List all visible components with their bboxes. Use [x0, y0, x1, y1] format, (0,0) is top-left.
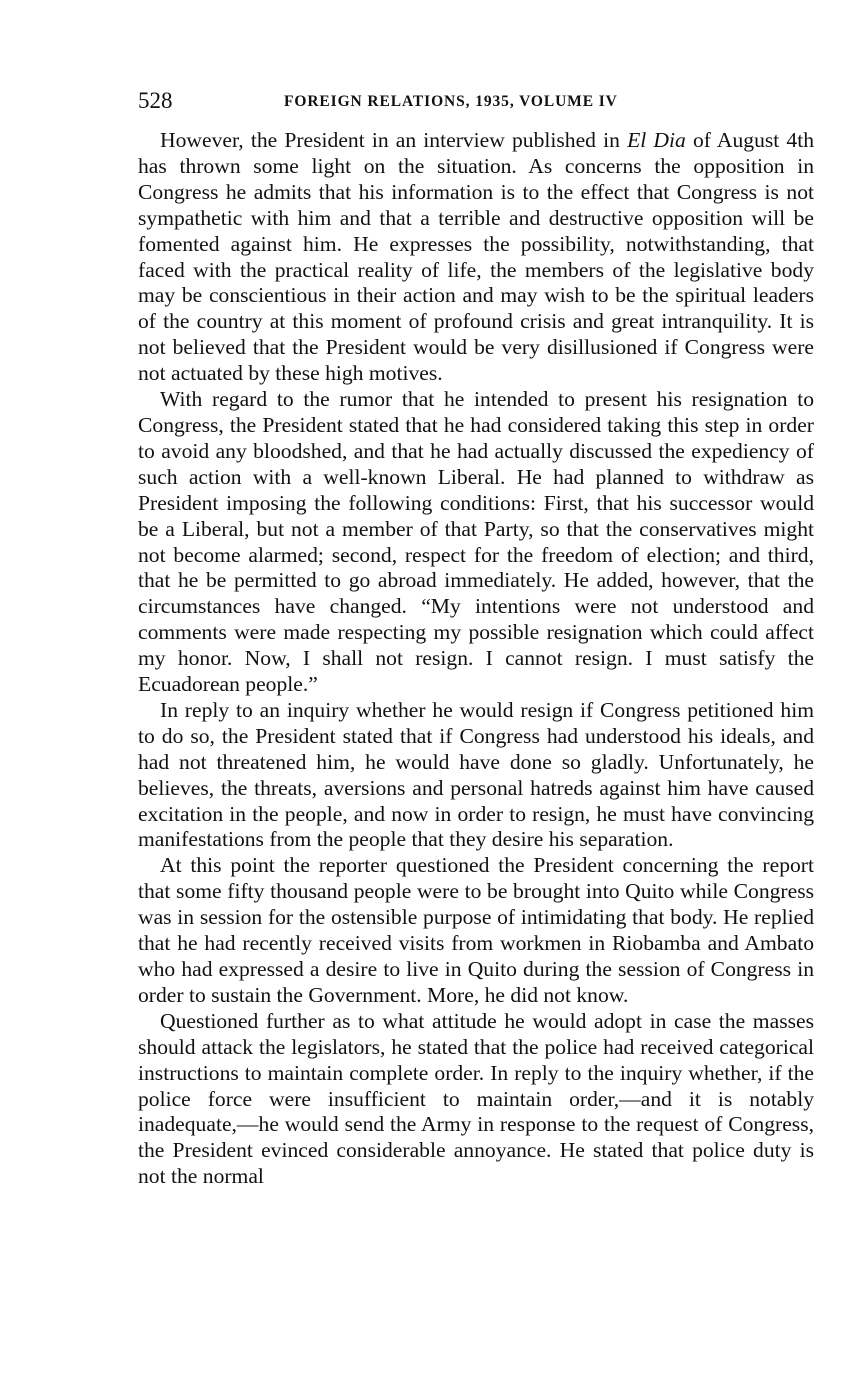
paragraph-4: At this point the reporter questioned the President concerning the report that some fifty thousand people were to be brought into Quito while Congress was in session for the ostensible purpose of intimidating that body. He replied that he had recently received visits from workmen in Riobamba and Ambato who had expressed a desire to live in Quito during the session of Congress in order to sustain the Government. More, he did not know.: [138, 853, 814, 1007]
paragraph-1-lead: However, the President in an interview published in: [160, 128, 628, 152]
newspaper-title: El Dia: [627, 128, 686, 152]
running-head: [138, 86, 814, 116]
paragraph-3: In reply to an inquiry whether he would resign if Congress petitioned him to do so, the President stated that if Congress had understood his ideals, and had not threatened him, he would have done so gladly. Unfortunately, he believes, the threats, aversions and personal hatreds against him have caused excitation in the people, and now in order to resign, he must have convincing manifestations from the people that they desire his separation.: [138, 697, 814, 852]
paragraph-1-rest: of August 4th has thrown some light on the situation. As concerns the opposition in Congress he admits that his information is to the effect that Congress is not sympathetic with him and that a terrible and destructive opposition will be fomented against him. He expresses the possibility, notwithstanding, that faced with the practical reality of life, the members of the legislative body may be conscientious in their action and may wish to be the spiritual leaders of the country at this moment of profound crisis and great intranquility. It is not believed that the President would be very disillusioned if Congress were not actuated by these high motives.: [138, 128, 814, 386]
running-title: FOREIGN RELATIONS, 1935, VOLUME IV: [284, 93, 618, 110]
paragraph-1: [138, 128, 814, 387]
body-text: [138, 128, 814, 1190]
paragraph-5: Questioned further as to what attitude he would adopt in case the masses should attack the legislators, he stated that the police had received categorical instructions to maintain complete order. In reply to the inquiry whether, if the police force were insufficient to maintain order,—and it is notably inadequate,—he would send the Army in response to the request of Congress, the President evinced considerable annoyance. He stated that police duty is not the normal: [138, 1008, 814, 1189]
page-number: 528: [138, 88, 173, 113]
paragraph-2: With regard to the rumor that he intended to present his resignation to Congress, the President stated that he had considered taking this step in order to avoid any bloodshed, and that he had actually discussed the expediency of such action with a well-known Liberal. He had planned to withdraw as President imposing the following conditions: First, that his successor would be a Liberal, but not a member of that Party, so that the conservatives might not become alarmed; second, respect for the freedom of election; and third, that he be permitted to go abroad immediately. He added, however, that the circumstances have changed. “My intentions were not understood and comments were made respecting my possible resignation which could affect my honor. Now, I shall not resign. I cannot resign. I must satisfy the Ecuadorean people.”: [138, 387, 814, 697]
